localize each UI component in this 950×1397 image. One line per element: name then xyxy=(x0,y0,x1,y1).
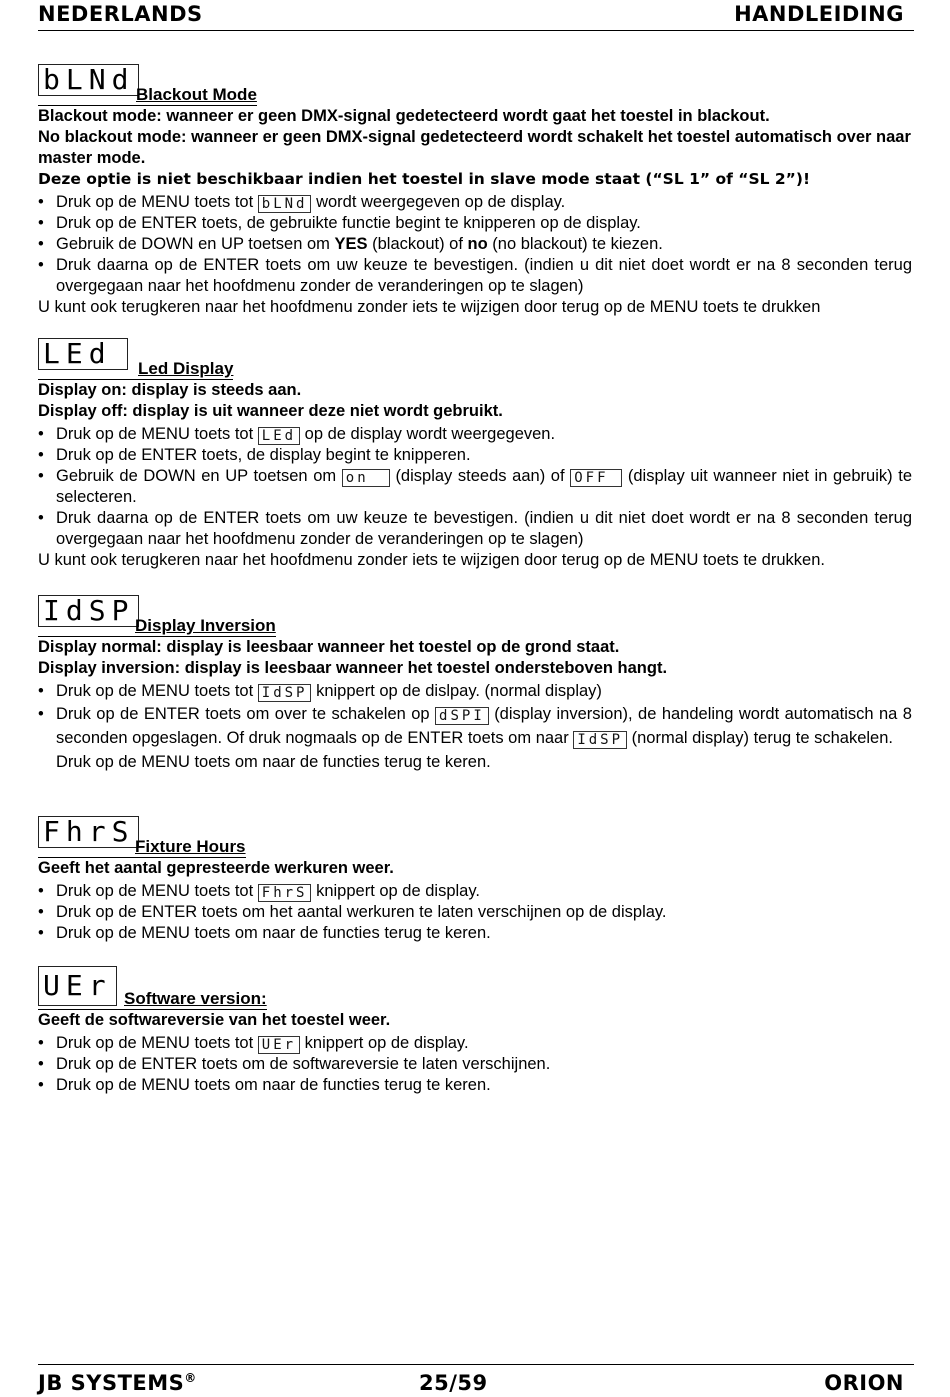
list-item: • Druk op de MENU toets om naar de functies terug te keren. xyxy=(38,923,912,944)
description-line: Display inversion: display is leesbaar wanneer het toestel ondersteboven hangt. xyxy=(38,659,668,677)
section-software-version xyxy=(38,966,912,1096)
instruction-list xyxy=(38,681,912,774)
warning-line: Deze optie is niet beschikbaar indien het toestel in slave mode staat (“SL 1” of “SL 2”)! xyxy=(38,170,811,188)
lcd-display-icon: LEd xyxy=(38,338,128,370)
list-item: • Druk op de MENU toets tot FhrS knippert op de display. xyxy=(38,881,912,902)
page-header xyxy=(38,2,914,31)
lcd-display-icon: LEd xyxy=(258,427,300,445)
description-line: Display off: display is uit wanneer deze niet wordt gebruikt. xyxy=(38,402,503,420)
section-led-display xyxy=(38,338,912,571)
lcd-display-icon: IdSP xyxy=(258,684,312,702)
section-title: Display Inversion xyxy=(38,616,276,637)
instruction-list xyxy=(38,192,912,297)
footer-brand: JB SYSTEMS® xyxy=(38,1371,197,1395)
list-item: • Gebruik de DOWN en UP toetsen om on (display steeds aan) of OFF (display uit wanneer niet in gebruik) te selecteren. xyxy=(38,466,912,508)
section-title-row xyxy=(38,595,912,637)
list-item: • Druk op de ENTER toets, de gebruikte functie begint te knipperen op de display. xyxy=(38,213,912,234)
list-item: • Druk op de MENU toets tot IdSP knippert op de dislpay. (normal display) xyxy=(38,681,912,702)
registered-mark: ® xyxy=(184,1371,197,1385)
section-title: Fixture Hours xyxy=(38,837,246,858)
instruction-list xyxy=(38,424,912,550)
lcd-display-icon: bLNd xyxy=(38,64,139,96)
description-line: Blackout mode: wanneer er geen DMX-signal gedetecteerd wordt gaat het toestel in blackout. xyxy=(38,107,770,125)
section-title: Led Display xyxy=(38,359,233,380)
lcd-display-icon: FhrS xyxy=(38,816,139,848)
section-title-row xyxy=(38,966,912,1010)
lcd-display-icon: dSPI xyxy=(435,707,489,725)
section-footer-text: U kunt ook terugkeren naar het hoofdmenu zonder iets te wijzigen door terug op de MENU toets te drukken. xyxy=(38,551,825,569)
list-item: • Druk op de MENU toets tot LEd op de display wordt weergegeven. xyxy=(38,424,912,445)
list-item: • Druk op de ENTER toets om over te schakelen op dSPI (display inversion), de handeling wordt automatisch na 8 seconden opgeslagen. Of druk nogmaals op de ENTER toets om naar IdSP (normal display) terug te schakelen. Druk op de MENU toets om naar de functies terug te keren. xyxy=(38,702,912,774)
lcd-display-icon: UEr xyxy=(38,966,117,1006)
header-manual: HANDLEIDING xyxy=(734,2,904,26)
list-item: • Druk op de MENU toets tot bLNd wordt weergegeven op de display. xyxy=(38,192,912,213)
list-item: • Druk op de MENU toets om naar de functies terug te keren. xyxy=(38,1075,912,1096)
list-item: • Druk op de MENU toets tot UEr knippert op de display. xyxy=(38,1033,912,1054)
footer-product: ORION xyxy=(824,1371,904,1395)
section-title: Software version: xyxy=(38,989,267,1010)
description-line: No blackout mode: wanneer er geen DMX-signal gedetecteerd wordt schakelt het toestel automatisch over naar master mode. xyxy=(38,128,911,167)
lcd-display-icon: FhrS xyxy=(258,884,312,902)
section-title-row xyxy=(38,816,912,858)
section-fixture-hours xyxy=(38,816,912,944)
section-display-inversion xyxy=(38,595,912,774)
description-line: Display on: display is steeds aan. xyxy=(38,381,302,399)
lcd-display-icon: UEr xyxy=(258,1036,300,1054)
page-footer xyxy=(38,1364,914,1397)
section-title-row xyxy=(38,338,912,380)
section-title: Blackout Mode xyxy=(38,85,257,106)
section-title-row xyxy=(38,64,912,106)
lcd-display-icon: bLNd xyxy=(258,195,312,213)
description-line: Geeft het aantal gepresteerde werkuren weer. xyxy=(38,859,394,877)
list-item: • Druk daarna op de ENTER toets om uw keuze te bevestigen. (indien u dit niet doet wordt er na 8 seconden terug overgegaan naar het hoofdmenu zonder de veranderingen op te slagen) xyxy=(38,255,912,297)
description-line: Geeft de softwareversie van het toestel weer. xyxy=(38,1011,391,1029)
list-item: • Druk op de ENTER toets om het aantal werkuren te laten verschijnen op de display. xyxy=(38,902,912,923)
description-line: Display normal: display is leesbaar wanneer het toestel op de grond staat. xyxy=(38,638,620,656)
instruction-list xyxy=(38,881,912,944)
list-item: • Druk daarna op de ENTER toets om uw keuze te bevestigen. (indien u dit niet doet wordt er na 8 seconden terug overgegaan naar het hoofdmenu zonder de veranderingen op te slagen) xyxy=(38,508,912,550)
list-item: • Gebruik de DOWN en UP toetsen om YES (blackout) of no (no blackout) te kiezen. xyxy=(38,234,912,255)
section-footer-text: U kunt ook terugkeren naar het hoofdmenu zonder iets te wijzigen door terug op de MENU toets te drukken xyxy=(38,298,821,316)
list-item: • Druk op de ENTER toets, de display begint te knipperen. xyxy=(38,445,912,466)
lcd-display-icon: IdSP xyxy=(573,731,627,749)
list-item: • Druk op de ENTER toets om de softwareversie te laten verschijnen. xyxy=(38,1054,912,1075)
lcd-display-icon: on xyxy=(342,469,390,487)
lcd-display-icon: OFF xyxy=(570,469,622,487)
section-blackout xyxy=(38,64,912,318)
header-language: NEDERLANDS xyxy=(38,2,203,26)
lcd-display-icon: IdSP xyxy=(38,595,139,627)
page-number: 25/59 xyxy=(419,1371,488,1395)
instruction-list xyxy=(38,1033,912,1096)
